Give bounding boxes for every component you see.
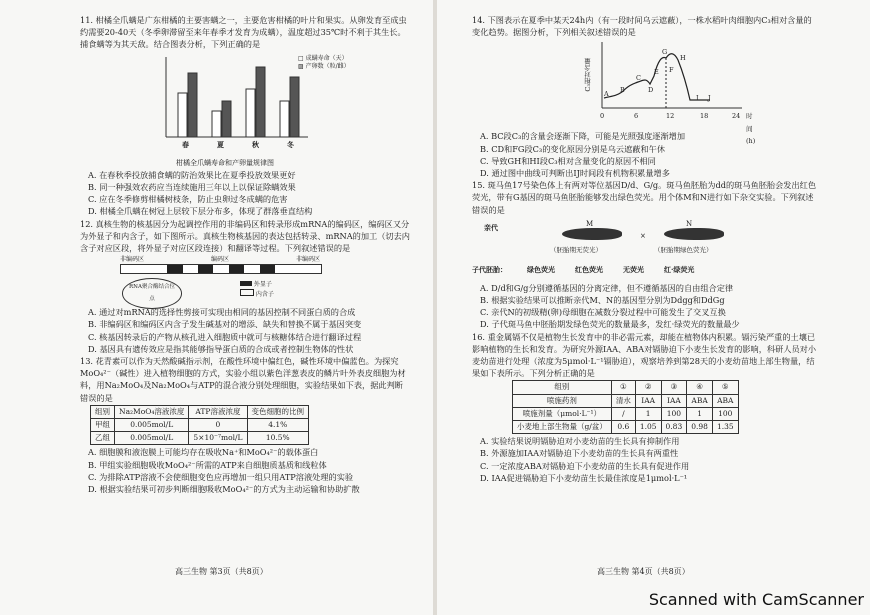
q11-bar bbox=[188, 73, 197, 137]
q16-cell: 1.05 bbox=[635, 421, 661, 434]
q16-cell: 喷施剂量（μmol·L⁻¹） bbox=[513, 407, 612, 420]
q15-n-label: N bbox=[686, 219, 693, 228]
q16-cell: IAA bbox=[635, 394, 661, 407]
q13-option-d: D. 根据实验结果可初步判断细胞吸收MoO₄²⁻的方式为主动运输和协助扩散 bbox=[88, 484, 360, 495]
q13-option-a: A. 细胞膜和液泡膜上可能均存在吸收Na⁺和MoO₄²⁻的载体蛋白 bbox=[88, 447, 319, 458]
q15-offspring-label: 子代胚胎： bbox=[472, 264, 507, 274]
q11-cat-summer: 夏 bbox=[217, 139, 224, 149]
q15-offspring-none: 无荧光 bbox=[623, 264, 644, 274]
question-14: 14. 下图表示在夏季中某天24h内（有一段时间乌云遮蔽），一株水稻叶肉细胞内C₃相对含量的变化趋势。据图分析，下列相关叙述错误的是 bbox=[472, 15, 812, 38]
q16-option-a: A. 实验结果说明镉胁迫对小麦幼苗的生长具有抑制作用 bbox=[480, 436, 680, 447]
q11-bar bbox=[280, 101, 289, 137]
q11-bar bbox=[212, 111, 221, 137]
table-row bbox=[91, 419, 309, 432]
q14-point-a: A bbox=[604, 90, 609, 99]
q16-th: ⑤ bbox=[712, 381, 738, 394]
zebrafish-n-icon bbox=[664, 228, 724, 240]
q15-cross-sign: × bbox=[640, 231, 646, 240]
q11-bar-chart bbox=[158, 53, 368, 157]
q11-bar bbox=[222, 101, 231, 137]
camscanner-watermark: Scanned with CamScanner bbox=[648, 590, 864, 609]
q15-offspring-red: 红色荧光 bbox=[575, 264, 603, 274]
q15-parent-label: 亲代 bbox=[484, 222, 498, 232]
q12-option-a: A. 通过对mRNA的选择性剪接可实现由相同的基因控制不同蛋白质的合成 bbox=[88, 307, 356, 318]
q15-option-c: C. 亲代N的初级精(卵)母细胞在减数分裂过程中可能发生了交叉互换 bbox=[480, 307, 726, 318]
q14-option-b: B. CD和FG段C₃的变化原因分别是乌云遮蔽和午休 bbox=[480, 143, 666, 154]
q16-cell: 0.98 bbox=[687, 421, 713, 434]
q15-offspring-green: 绿色荧光 bbox=[527, 264, 555, 274]
q14-point-e: E bbox=[654, 68, 659, 77]
q15-cross-diagram bbox=[472, 216, 817, 282]
q13-cell: 甲组 bbox=[91, 419, 115, 432]
q12-option-d: D. 基因具有遗传效应是指其能够指导蛋白质的合成或者控制生物体的性状 bbox=[88, 343, 354, 354]
q16-cell: IAA bbox=[661, 394, 687, 407]
right-column bbox=[472, 14, 817, 484]
q13-cell: 乙组 bbox=[91, 432, 115, 445]
q14-xtick-12: 12 bbox=[666, 112, 675, 121]
q13-cell: 4.1% bbox=[247, 419, 309, 432]
q12-gene-diagram bbox=[120, 254, 320, 306]
q11-option-b: B. 同一种强效农药应当连续施用三年以上以保证除螨效果 bbox=[88, 182, 296, 193]
q16-cell: ABA bbox=[687, 394, 713, 407]
q13-th-3: 变色细胞的比例 bbox=[247, 405, 309, 418]
q16-th: ② bbox=[635, 381, 661, 394]
q13-option-c: C. 为排除ATP溶液不会使细胞变色应再增加一组只用ATP溶液处理的实验 bbox=[88, 471, 354, 482]
q11-caption: 柑橘全爪螨寿命和产卵量规律图 bbox=[176, 158, 274, 167]
zebrafish-m-icon bbox=[562, 228, 622, 240]
q13-th-0: 组别 bbox=[91, 405, 115, 418]
q16-cell: 清水 bbox=[611, 394, 635, 407]
q14-point-c: C bbox=[636, 74, 641, 83]
question-13: 13. 花青素可以作为天然酸碱指示剂，在酸性环境中偏红色，碱性环境中偏蓝色。为探究MoO₄²⁻（碱性）进入植物细胞的方式，实验小组以紫色洋葱表皮的鳞片叶外表皮细胞为材料，用Na₂MoO₄及Na₂MoO₄与ATP的混合液分别处理细胞，实验结果如下表，据此判断错误的是 bbox=[80, 356, 406, 403]
q11-bar bbox=[178, 93, 187, 137]
q16-cell: 1 bbox=[687, 407, 713, 420]
q13-table bbox=[90, 405, 309, 446]
q11-option-d: D. 柑橘全爪螨在树冠上层较下层分布多，体现了群落垂直结构 bbox=[88, 206, 313, 217]
q14-option-d: D. 通过图中曲线可判断出IJ时间段有机物积累量增多 bbox=[480, 168, 670, 179]
q16-cell: 100 bbox=[712, 407, 738, 420]
q16-th: ④ bbox=[687, 381, 713, 394]
q12-label-coding: 编码区 bbox=[210, 256, 229, 264]
q16-option-b: B. 外源施加IAA对镉胁迫下小麦幼苗的生长具有两重性 bbox=[480, 448, 679, 459]
q12-label-noncoding-2: 非编码区 bbox=[295, 256, 320, 264]
q11-cat-winter: 冬 bbox=[287, 139, 294, 149]
q15-n-caption: （胚胎期绿色荧光） bbox=[654, 245, 713, 254]
q16-cell: 喷施药剂 bbox=[513, 394, 612, 407]
q13-cell: 0.005mol/L bbox=[115, 432, 189, 445]
q13-cell: 5×10⁻⁷mol/L bbox=[189, 432, 247, 445]
q16-th: ③ bbox=[661, 381, 687, 394]
q14-line-chart bbox=[584, 38, 762, 145]
q15-m-caption: （胚胎期无荧光） bbox=[550, 245, 602, 254]
q11-bar bbox=[246, 89, 255, 137]
q13-cell: 0.005mol/L bbox=[115, 419, 189, 432]
q13-option-b: B. 甲组实验细胞吸收MoO₄²⁻所需的ATP来自细胞质基质和线粒体 bbox=[88, 459, 327, 470]
q13-th-2: ATP溶液浓度 bbox=[189, 405, 247, 418]
q14-xtick-6: 6 bbox=[634, 112, 639, 121]
q14-point-d: D bbox=[648, 86, 654, 95]
q14-xtick-24: 24 bbox=[732, 112, 741, 121]
q16-cell: / bbox=[611, 407, 635, 420]
right-page-footer: 高三生物 第4页（共8页） bbox=[597, 567, 690, 576]
q12-label-noncoding-1: 非编码区 bbox=[120, 256, 145, 264]
q15-option-a: A. D/d和G/g分别遵循基因的分离定律，但不遵循基因的自由组合定律 bbox=[480, 282, 734, 293]
left-page bbox=[0, 0, 433, 615]
q12-rna-polymerase-site: RNA聚合酶结合位点 bbox=[122, 278, 182, 308]
q16-th: 组别 bbox=[513, 381, 612, 394]
q14-ylabel: C₃相对含量 bbox=[584, 58, 592, 92]
q16-table bbox=[512, 380, 739, 434]
left-page-footer: 高三生物 第3页（共8页） bbox=[175, 567, 268, 576]
q11-option-a: A. 在春秋季投放捕食螨的防治效果比在夏季投放效果更好 bbox=[88, 169, 296, 180]
right-page bbox=[437, 0, 870, 615]
q11-legend-2: ▨ 产卵数（粒/雌） bbox=[298, 62, 350, 70]
q12-option-c: C. 核基因转录后的产物从核孔进入细胞质中就可与核糖体结合进行翻译过程 bbox=[88, 331, 362, 342]
q14-xtick-18: 18 bbox=[700, 112, 709, 121]
q14-point-f: F bbox=[669, 66, 674, 75]
left-column bbox=[80, 14, 410, 495]
q14-chart-svg bbox=[592, 38, 762, 118]
question-16: 16. 重金属镉不仅是植物生长发育中的非必需元素，却能在植物体内积累。镉污染严重的土壤已影响植物的生长和发育。为研究外源IAA、ABA对镉胁迫下小麦生长发育的影响，科研人员对小麦幼苗进行处理（浓度为5μmol·L⁻¹镉胁迫），观察培养到第28天的小麦幼苗地上部生物量，结果如下表所示。下列分析正确的是 bbox=[472, 331, 817, 379]
q12-label-intron: 内含子 bbox=[255, 291, 274, 299]
q16-th: ① bbox=[611, 381, 635, 394]
q13-cell: 10.5% bbox=[247, 432, 309, 445]
q16-cell: 0.83 bbox=[661, 421, 687, 434]
q11-cat-autumn: 秋 bbox=[252, 139, 259, 149]
q16-cell: 小麦地上部生物量（g/盆） bbox=[513, 421, 612, 434]
q16-cell: ABA bbox=[712, 394, 738, 407]
q15-option-d: D. 子代斑马鱼中胚胎期发绿色荧光的数量最多，发红·绿荧光的数量最少 bbox=[480, 319, 740, 330]
q15-offspring-red-green: 红·绿荧光 bbox=[664, 264, 695, 274]
q16-cell: 1.35 bbox=[712, 421, 738, 434]
q11-bar bbox=[256, 67, 265, 137]
q11-option-c: C. 应在冬季修剪柑橘树枝条，防止虫卵过冬成螨的危害 bbox=[88, 194, 288, 205]
table-row bbox=[91, 432, 309, 445]
q11-bar bbox=[290, 77, 299, 137]
table-row bbox=[513, 394, 739, 407]
q13-cell: 0 bbox=[189, 419, 247, 432]
q12-label-exon: 外显子 bbox=[253, 281, 272, 289]
table-row bbox=[513, 421, 739, 434]
q14-xtick-0: 0 bbox=[600, 112, 605, 121]
question-15: 15. 斑马鱼17号染色体上有两对等位基因D/d、G/g。斑马鱼胚胎为dd的斑马鱼胚胎会发出红色荧光，带有G基因的斑马鱼胚胎能够发出绿色荧光。用个体M和N进行如下杂交实验。下列叙述错误的是 bbox=[472, 180, 817, 215]
q16-option-c: C. 一定浓度ABA对镉胁迫下小麦幼苗的生长具有促进作用 bbox=[480, 460, 690, 471]
q15-option-b: B. 根据实验结果可以推断亲代M、N的基因型分别为Ddgg和DdGg bbox=[480, 295, 725, 306]
q14-point-b: B bbox=[620, 86, 625, 95]
q16-cell: 0.6 bbox=[611, 421, 635, 434]
q14-option-a: A. BC段C₃的含量会逐渐下降，可能是光照强度逐渐增加 bbox=[480, 131, 686, 142]
q14-point-h: H bbox=[680, 54, 686, 63]
q16-cell: 1 bbox=[635, 407, 661, 420]
q14-option-c: C. 导致GH和HI段C₃相对含量变化的原因不相同 bbox=[480, 155, 656, 166]
q15-m-label: M bbox=[586, 219, 594, 228]
table-row bbox=[513, 407, 739, 420]
q11-legend-1: □ 成螨寿命（天） bbox=[298, 54, 348, 62]
q14-point-g: G bbox=[662, 48, 668, 57]
q11-cat-spring: 春 bbox=[182, 139, 189, 149]
q16-cell: 100 bbox=[661, 407, 687, 420]
q16-option-d: D. IAA促进镉胁迫下小麦幼苗生长最佳浓度是1μmol·L⁻¹ bbox=[480, 472, 688, 483]
q14-point-j: J bbox=[708, 94, 711, 103]
q12-option-b: B. 非编码区和编码区内含子发生碱基对的增添、缺失和替换不属于基因突变 bbox=[88, 319, 362, 330]
q14-xunit: 时间(h) bbox=[746, 112, 756, 145]
question-12: 12. 真核生物的核基因分为起调控作用的非编码区和转录形成mRNA的编码区，编码区又分为外显子和内含子，如下图所示。真核生物核基因的表达包括转录、mRNA的加工（切去内含子对应区段，将外显子对应区段连接）和翻译等过程。下列叙述错误的是 bbox=[80, 218, 410, 254]
q14-point-i: I bbox=[696, 94, 699, 103]
question-11: 11. 柑橘全爪螨是广东柑橘的主要害螨之一，主要危害柑橘的叶片和果实。从卵发育至成虫约需要20-40天（冬季卵滞留至来年春季才发育为成螨），温度超过35℃时不利于其生长。捕食螨等为其天敌。结合图表分析，下列正确的是 bbox=[80, 15, 407, 50]
q13-th-1: Na₂MoO₄溶液浓度 bbox=[115, 405, 189, 418]
